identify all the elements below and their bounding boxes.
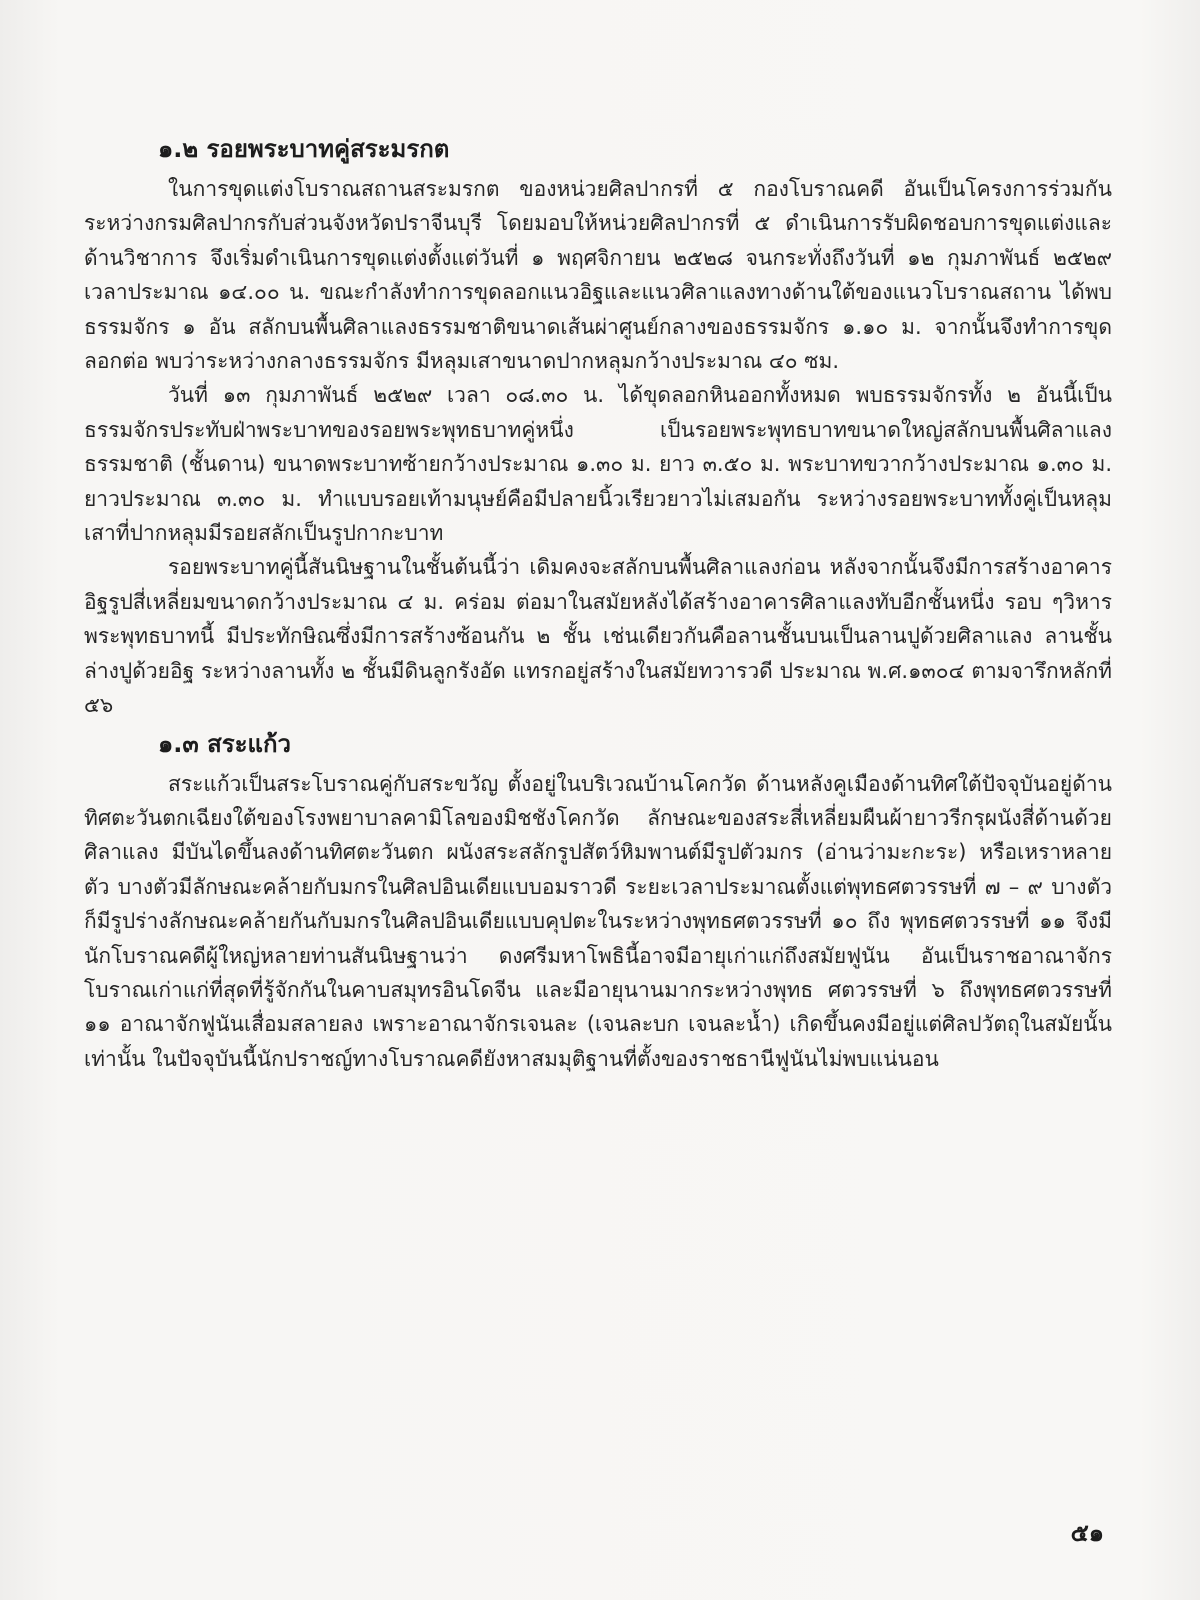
paragraph: ในการขุดแต่งโบราณสถานสระมรกต ของหน่วยศิลปากรที่ ๕ กองโบราณคดี อันเป็นโครงการร่วมกันระหว่างกรมศิลปากรกับส่วนจังหวัดปราจีนบุรี โดยมอบให้หน่วยศิลปากรที่ ๕ ดำเนินการรับผิดชอบการขุดแต่งและด้านวิชาการ จึงเริ่มดำเนินการขุดแต่งตั้งแต่วันที่ ๑ พฤศจิกายน ๒๕๒๘ จนกระทั่งถึงวันที่ ๑๒ กุมภาพันธ์ ๒๕๒๙ เวลาประมาณ ๑๔.๐๐ น. ขณะกำลังทำการขุดลอกแนวอิฐและแนวศิลาแลงทางด้านใต้ของแนวโบราณสถาน ได้พบธรรมจักร ๑ อัน สลักบนพื้นศิลาแลงธรรมชาติขนาดเส้นผ่าศูนย์กลางของธรรมจักร ๑.๑๐ ม. จากนั้นจึงทำการขุดลอกต่อ พบว่าระหว่างกลางธรรมจักร มีหลุมเสาขนาดปากหลุมกว้างประมาณ ๔๐ ซม. bbox=[84, 177, 1112, 374]
section-heading: ๑.๒ รอยพระบาทคู่สระมรกต bbox=[158, 135, 450, 163]
paragraph: รอยพระบาทคู่นี้สันนิษฐานในชั้นต้นนี้ว่า เดิมคงจะสลักบนพื้นศิลาแลงก่อน หลังจากนั้นจึงมีการสร้างอาคารอิฐรูปสี่เหลี่ยมขนาดกว้างประมาณ ๔ ม. คร่อม ต่อมาในสมัยหลังได้สร้างอาคารศิลาแลงทับอีกชั้นหนึ่ง รอบ ๆวิหาร พระพุทธบาทนี้ มีประทักษิณซึ่งมีการสร้างซ้อนกัน ๒ ชั้น เช่นเดียวกันคือลานชั้นบนเป็นลานปูด้วยศิลาแลง ลานชั้นล่างปูด้วยอิฐ ระหว่างลานทั้ง ๒ ชั้นมีดินลูกรังอัด แทรกอยู่สร้างในสมัยทวารวดี ประมาณ พ.ศ.๑๓๐๔ ตามจารึกหลักที่ ๕๖ bbox=[84, 555, 1112, 718]
paragraph: วันที่ ๑๓ กุมภาพันธ์ ๒๕๒๙ เวลา ๐๘.๓๐ น. ได้ขุดลอกหินออกทั้งหมด พบธรรมจักรทั้ง ๒ อันนี้เป็นธรรมจักรประทับฝ่าพระบาทของรอยพระพุทธบาทคู่หนึ่ง เป็นรอยพระพุทธบาทขนาดใหญ่สลักบนพื้นศิลาแลงธรรมชาติ (ชั้นดาน) ขนาดพระบาทซ้ายกว้างประมาณ ๑.๓๐ ม. ยาว ๓.๕๐ ม. พระบาทขวากว้างประมาณ ๑.๓๐ ม. ยาวประมาณ ๓.๓๐ ม. ทำแบบรอยเท้ามนุษย์คือมีปลายนิ้วเรียวยาวไม่เสมอกัน ระหว่างรอยพระบาททั้งคู่เป็นหลุม เสาที่ปากหลุมมีรอยสลักเป็นรูปกากะบาท bbox=[84, 383, 1112, 546]
paragraph: สระแก้วเป็นสระโบราณคู่กับสระขวัญ ตั้งอยู่ในบริเวณบ้านโคกวัด ด้านหลังคูเมืองด้านทิศใต้ปัจจุบันอยู่ด้านทิศตะวันตกเฉียงใต้ของโรงพยาบาลคามิโลของมิชชังโคกวัด ลักษณะของสระสี่เหลี่ยมผืนผ้ายาวรีกรุผนังสี่ด้านด้วยศิลาแลง มีบันไดขึ้นลงด้านทิศตะวันตก ผนังสระสลักรูปสัตว์หิมพานต์มีรูปตัวมกร (อ่านว่ามะกะระ) หรือเหราหลายตัว บางตัวมีลักษณะคล้ายกับมกรในศิลปอินเดียแบบอมราวดี ระยะเวลาประมาณตั้งแต่พุทธศตวรรษที่ ๗ – ๙ บางตัวก็มีรูปร่างลักษณะคล้ายกันกับมกรในศิลปอินเดียแบบคุปตะในระหว่างพุทธศตวรรษที่ ๑๐ ถึง พุทธศตวรรษที่ ๑๑ จึงมีนักโบราณคดีผู้ใหญ่หลายท่านสันนิษฐานว่า ดงศรีมหาโพธินี้อาจมีอายุเก่าแก่ถึงสมัยฟูนัน อันเป็นราชอาณาจักรโบราณเก่าแก่ที่สุดที่รู้จักกันในคาบสมุทรอินโดจีน และมีอายุนานมากระหว่างพุทธ ศตวรรษที่ ๖ ถึงพุทธศตวรรษที่ ๑๑ อาณาจักฟูนันเสื่อมสลายลง เพราะอาณาจักรเจนละ (เจนละบก เจนละน้ำ) เกิดขึ้นคงมีอยู่แต่ศิลปวัตถุในสมัยนั้นเท่านั้น ในปัจจุบันนี้นักปราชญ์ทางโบราณคดียังหาสมมุติฐานที่ตั้งของราชธานีฟูนันไม่พบแน่นอน bbox=[84, 771, 1112, 1071]
page-number: ๕๑ bbox=[1070, 1519, 1104, 1547]
document-body bbox=[84, 132, 1112, 1076]
section-1-2 bbox=[84, 132, 1112, 723]
section-heading: ๑.๓ สระแก้ว bbox=[158, 729, 292, 758]
section-1-3 bbox=[84, 727, 1112, 1077]
